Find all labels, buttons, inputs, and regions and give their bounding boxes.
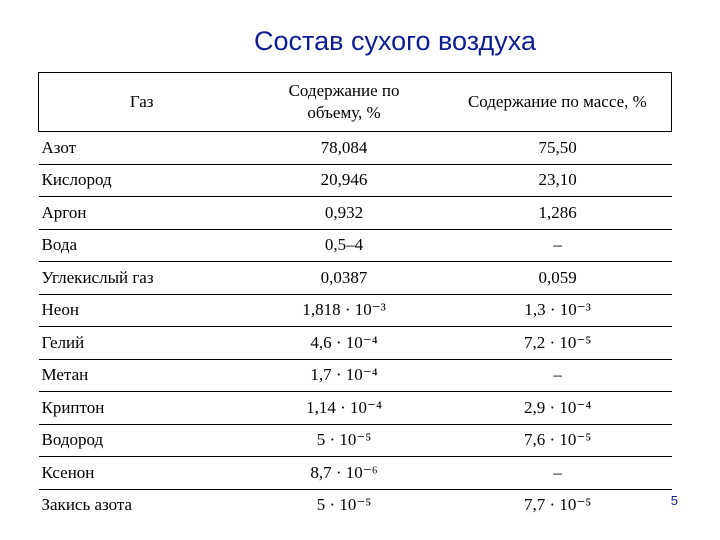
- volume-value: 4,6 · 10⁻⁴: [244, 327, 443, 360]
- volume-value: 0,0387: [244, 262, 443, 295]
- page-number: 5: [670, 493, 678, 508]
- gas-name: Водород: [39, 424, 245, 457]
- mass-value: 1,286: [444, 197, 672, 230]
- table-row: [39, 229, 672, 262]
- volume-value: 0,5–4: [244, 229, 443, 262]
- table-row: [39, 457, 672, 490]
- gas-name: Углекислый газ: [39, 262, 245, 295]
- table-row: [39, 392, 672, 425]
- header-gas: Газ: [39, 73, 245, 132]
- header-mass: Содержание по массе, %: [444, 73, 672, 132]
- volume-value: 20,946: [244, 164, 443, 197]
- mass-value: 7,7 · 10⁻⁵: [523, 495, 592, 515]
- volume-value: 1,14 · 10⁻⁴: [244, 392, 443, 425]
- gas-name: Криптон: [39, 392, 245, 425]
- header-volume: [244, 73, 443, 132]
- table-row: [39, 359, 672, 392]
- gas-name: Кислород: [39, 164, 245, 197]
- mass-value: 75,50: [444, 132, 672, 165]
- gas-name: Гелий: [39, 327, 245, 360]
- volume-value: 0,932: [244, 197, 443, 230]
- mass-value: 0,059: [444, 262, 672, 295]
- table-row: [39, 164, 672, 197]
- gas-name: Азот: [39, 132, 245, 165]
- volume-value: 5 · 10⁻⁵: [244, 424, 443, 457]
- mass-value: 7,2 · 10⁻⁵: [444, 327, 672, 360]
- mass-value: –: [444, 359, 672, 392]
- table-row: [39, 262, 672, 295]
- volume-value: 78,084: [244, 132, 443, 165]
- table-row: [39, 294, 672, 327]
- mass-value: –: [444, 457, 672, 490]
- volume-value: 1,818 · 10⁻³: [244, 294, 443, 327]
- header-volume-line2: объему, %: [307, 103, 381, 122]
- volume-value: 8,7 · 10⁻⁶: [244, 457, 443, 490]
- gas-name: Аргон: [39, 197, 245, 230]
- mass-value: 23,10: [444, 164, 672, 197]
- table-row: [39, 327, 672, 360]
- table-header-row: [39, 73, 672, 132]
- table-row: [39, 132, 672, 165]
- gas-name: Ксенон: [39, 457, 245, 490]
- table-row: [39, 489, 672, 521]
- header-volume-line1: Содержание по: [288, 81, 400, 100]
- air-composition-table: [38, 72, 672, 521]
- mass-value: 7,6 · 10⁻⁵: [444, 424, 672, 457]
- table-row: [39, 197, 672, 230]
- gas-name: Закись азота: [41, 495, 133, 515]
- mass-value: –: [444, 229, 672, 262]
- volume-value: 5 · 10⁻⁵: [316, 495, 372, 515]
- table-row: [39, 424, 672, 457]
- gas-name: Метан: [39, 359, 245, 392]
- gas-name: Вода: [39, 229, 245, 262]
- volume-value: 1,7 · 10⁻⁴: [244, 359, 443, 392]
- slide-title: Состав сухого воздуха: [254, 26, 536, 56]
- mass-value: 1,3 · 10⁻³: [444, 294, 672, 327]
- gas-name: Неон: [39, 294, 245, 327]
- mass-value: 2,9 · 10⁻⁴: [444, 392, 672, 425]
